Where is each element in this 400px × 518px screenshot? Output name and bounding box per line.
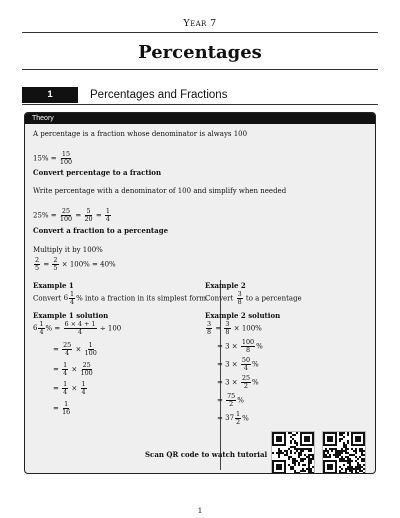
section-divider [22,104,378,105]
example2-step1: $\frac{3}{8}$ = $\frac{3}{8}$ × 100% [207,320,262,336]
intro-example [33,151,73,166]
multiply-example: $\frac{2}{5}$ = $\frac{2}{5}$ × 100% = 40% [35,256,116,272]
convert-percentage-example: 25% = $\frac{25}{100}$ = $\frac{5}{20}$ = $\frac{1}{4}$ [33,207,110,223]
section-title: Percentages and Fractions [90,89,228,101]
example2-step3: = 3 × $\frac{50}{4}$ % [217,356,259,372]
page-number: 1 [197,506,203,515]
example1-title: Example 1 [33,281,74,290]
heading-convert-fraction: Convert a fraction to a percentage [33,226,169,235]
example2-question: Convert $\frac{3}{8}$ to a percentage [205,290,302,306]
qr-code-2[interactable] [322,431,366,474]
example2-step6: = 37 $\frac{1}{2}$ % [217,410,249,426]
fraction: $\frac{15}{100}$ [59,150,73,166]
qr-code-1[interactable] [271,431,315,474]
example1-solution-title: Example 1 solution [33,311,109,320]
example1-step5: = $\frac{1}{16}$ [53,400,71,416]
heading-convert-percentage: Convert percentage to a fraction [33,168,162,177]
running-header: Year 7 [183,18,217,29]
page-title: Percentages [138,42,262,63]
example1-question: Convert 6 $\frac{1}{4}$ % into a fraction in its simplest form. [33,290,209,306]
example1-step1: 6 $\frac{1}{4}$ % = $\frac{6 \times 4 + 1}{4}$ ÷ 100 [33,320,122,336]
section-number: 1 [22,87,78,103]
qr-label: Scan QR code to watch tutorial [145,450,268,459]
header-divider [22,32,378,33]
example2-step2: = 3 × $\frac{100}{8}$ % [217,338,263,354]
section-heading [22,87,378,103]
convert-percentage-text: Write percentage with a denominator of 100 and simplify when needed [33,187,287,195]
example1-step4: = $\frac{1}{4}$ × $\frac{1}{4}$ [53,380,86,396]
theory-label: Theory [25,113,375,124]
intro-lhs: 15% = [33,154,57,163]
title-divider [22,69,378,70]
example2-solution-title: Example 2 solution [205,311,281,320]
qr-code-icon [323,432,365,474]
multiply-text: Multiply it by 100% [33,246,103,254]
example1-step3: = $\frac{1}{4}$ × $\frac{25}{100}$ [53,361,93,377]
example2-step4: = 3 × $\frac{25}{2}$ % [217,374,259,390]
theory-intro: A percentage is a fraction whose denominator is always 100 [33,130,248,138]
theory-box [24,112,376,474]
qr-code-icon [272,432,314,474]
example2-title: Example 2 [205,281,246,290]
example1-step2: = $\frac{25}{4}$ × $\frac{1}{100}$ [53,341,97,357]
example2-step5: = $\frac{75}{2}$ % [217,392,244,408]
